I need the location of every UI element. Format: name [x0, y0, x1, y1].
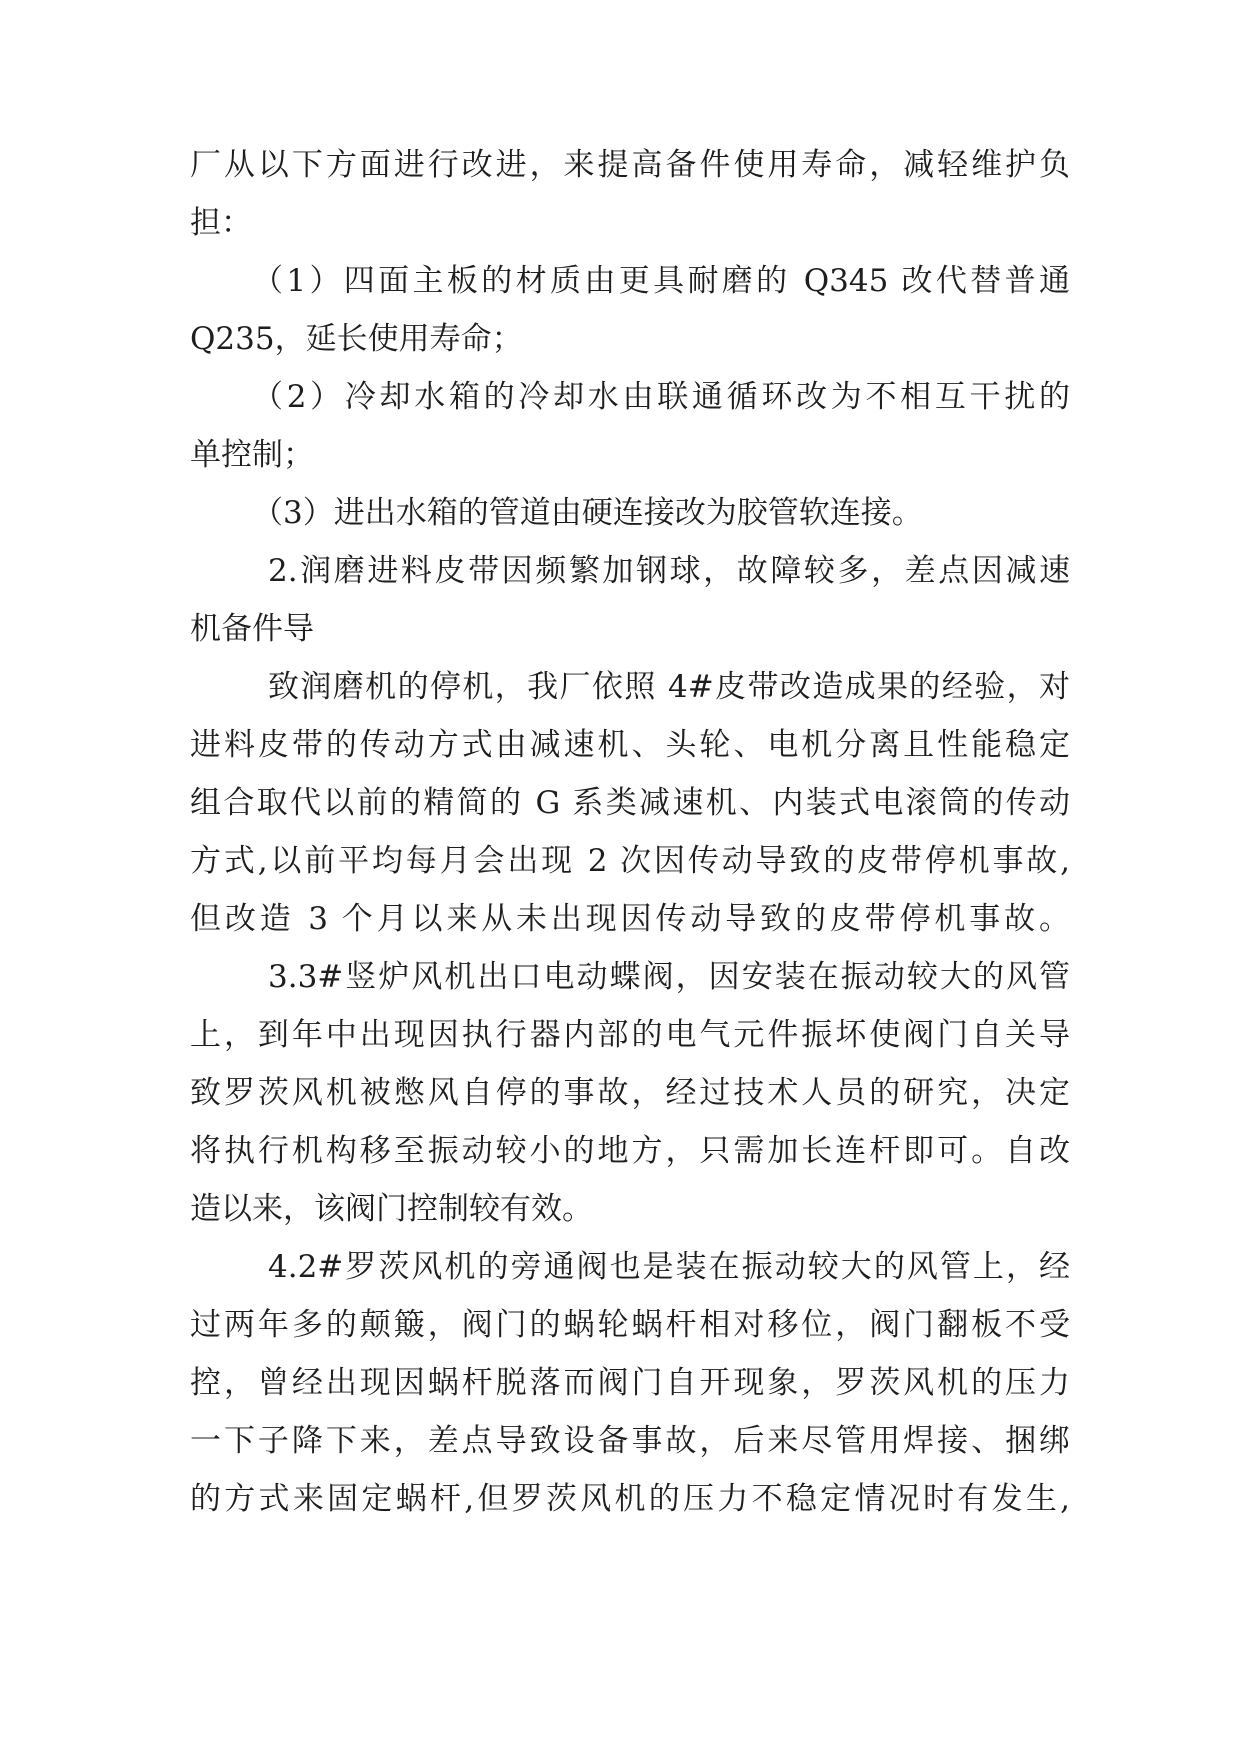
text-line-11: 进料皮带的传动方式由减速机、头轮、电机分离且性能稳定 [190, 727, 1070, 763]
text-line-2: 担： [190, 205, 252, 241]
text-line-20: 4.2#罗茨风机的旁通阀也是装在振动较大的风管上，经 [268, 1249, 1070, 1285]
text-line-12: 组合取代以前的精简的 G 系类减速机、内装式电滚筒的传动 [190, 785, 1070, 821]
text-line-6: 单控制； [190, 437, 314, 473]
text-line-15: 3.3#竖炉风机出口电动蝶阀，因安装在振动较大的风管 [268, 959, 1070, 995]
text-line-23: 一下子降下来，差点导致设备事故，后来尽管用焊接、捆绑 [190, 1423, 1070, 1459]
text-line-1: 厂从以下方面进行改进，来提高备件使用寿命，减轻维护负 [190, 147, 1070, 183]
text-line-3: （1）四面主板的材质由更具耐磨的 Q345 改代替普通 [252, 263, 1070, 299]
text-line-4: Q235，延长使用寿命； [190, 321, 523, 357]
text-line-14: 但改造 3 个月以来从未出现因传动导致的皮带停机事故。 [190, 901, 1070, 937]
text-line-5: （2）冷却水箱的冷却水由联通循环改为不相互干扰的 [252, 379, 1070, 415]
text-line-22: 控，曾经出现因蜗杆脱落而阀门自开现象，罗茨风机的压力 [190, 1365, 1070, 1401]
text-line-19: 造以来，该阀门控制较有效。 [190, 1191, 593, 1227]
text-line-9: 机备件导 [190, 611, 314, 647]
text-line-17: 致罗茨风机被憋风自停的事故，经过技术人员的研究，决定 [190, 1075, 1070, 1111]
text-line-24: 的方式来固定蜗杆,但罗茨风机的压力不稳定情况时有发生, [190, 1481, 1070, 1517]
text-line-21: 过两年多的颠簸，阀门的蜗轮蜗杆相对移位，阀门翻板不受 [190, 1307, 1070, 1343]
text-line-10: 致润磨机的停机，我厂依照 4#皮带改造成果的经验，对 [268, 669, 1070, 705]
text-line-16: 上，到年中出现因执行器内部的电气元件振坏使阀门自关导 [190, 1017, 1070, 1053]
text-line-8: 2.润磨进料皮带因频繁加钢球，故障较多，差点因减速 [268, 553, 1070, 589]
text-line-7: （3）进出水箱的管道由硬连接改为胶管软连接。 [252, 495, 923, 531]
text-line-13: 方式,以前平均每月会出现 2 次因传动导致的皮带停机事故, [190, 843, 1070, 879]
text-line-18: 将执行机构移至振动较小的地方，只需加长连杆即可。自改 [190, 1133, 1070, 1169]
